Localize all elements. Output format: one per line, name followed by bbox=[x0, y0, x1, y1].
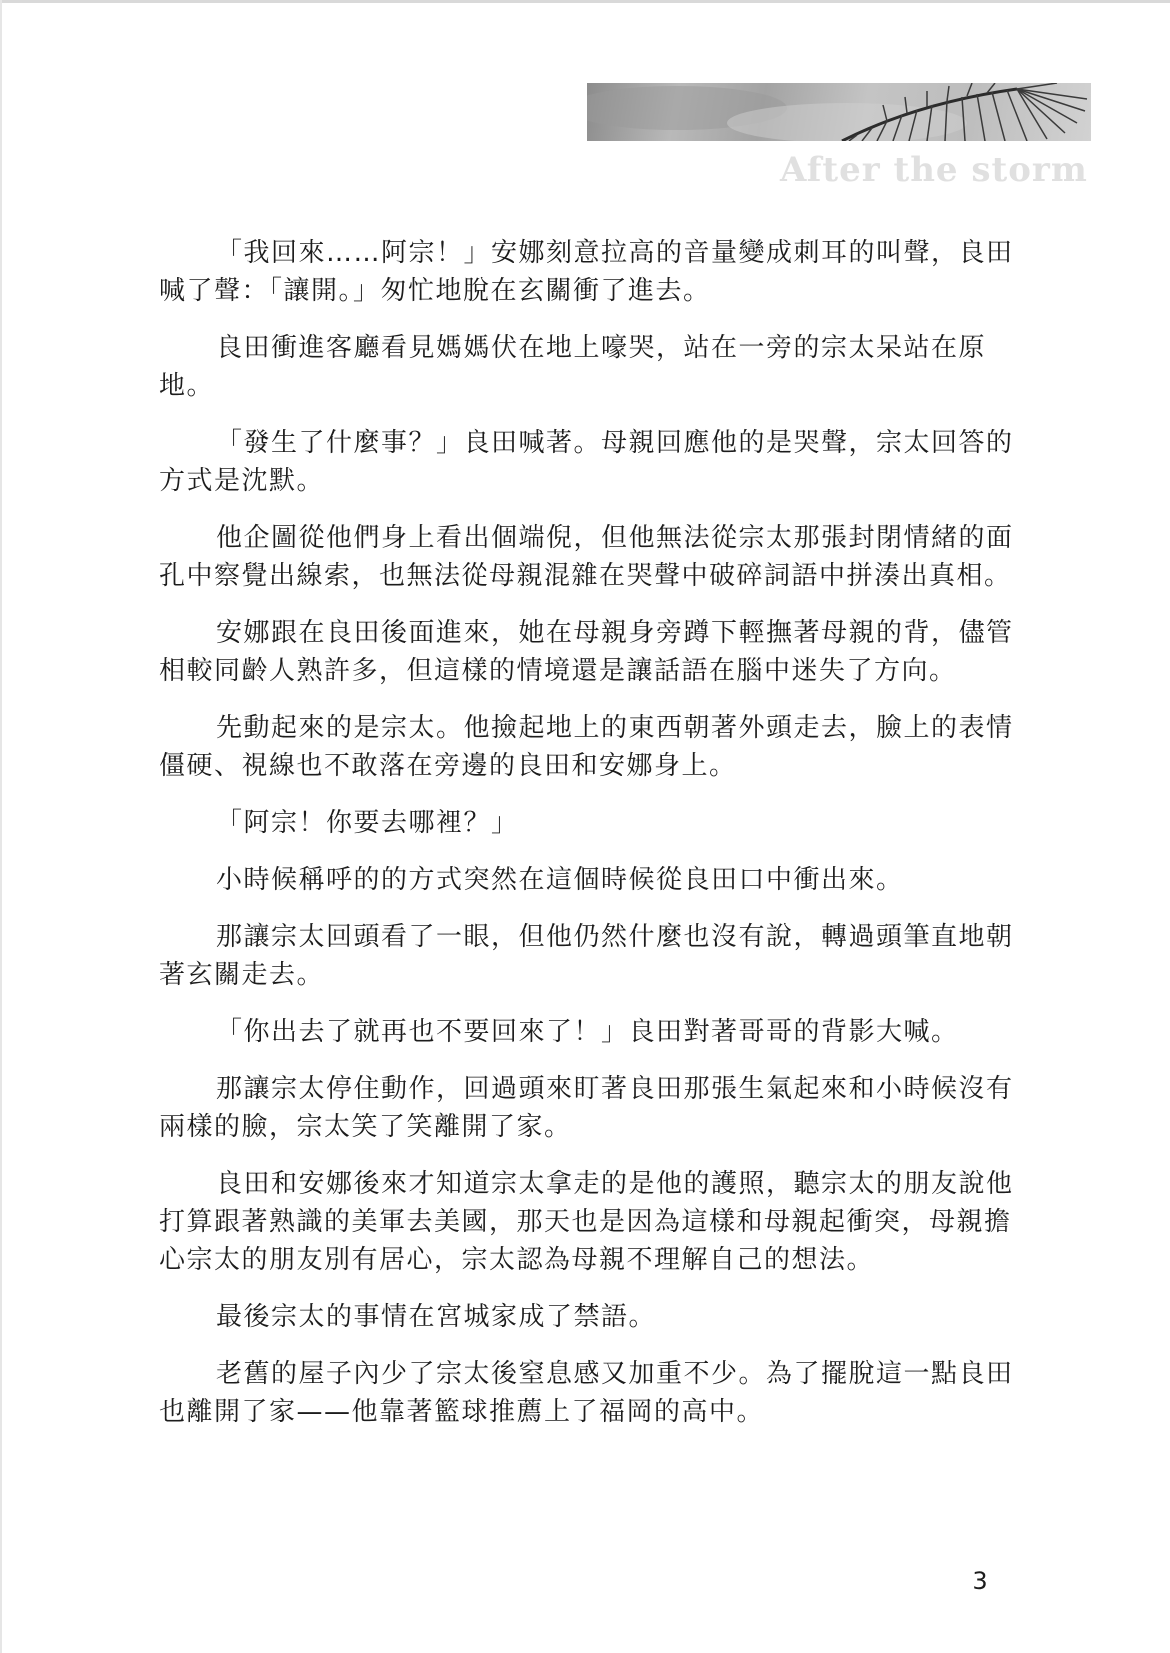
paragraph: 「發生了什麼事？」良田喊著。母親回應他的是哭聲，宗太回答的方式是沈默。 bbox=[159, 428, 1014, 496]
header-banner-image bbox=[587, 83, 1091, 141]
paragraph: 老舊的屋子內少了宗太後窒息感又加重不少。為了擺脫這一點良田也離開了家——他靠著籃球推薦上了福岡的高中。 bbox=[159, 1359, 1014, 1427]
header-title: After the storm bbox=[780, 150, 1088, 190]
paragraph: 「阿宗！你要去哪裡？」 bbox=[216, 808, 519, 838]
page-top-border bbox=[0, 0, 1170, 3]
paragraph: 最後宗太的事情在宮城家成了禁語。 bbox=[216, 1302, 657, 1332]
paragraph: 良田和安娜後來才知道宗太拿走的是他的護照，聽宗太的朋友說他打算跟著熟識的美軍去美國，那天也是因為這樣和母親起衝突，母親擔心宗太的朋友別有居心，宗太認為母親不理解自己的想法。 bbox=[159, 1169, 1014, 1275]
paragraph: 他企圖從他們身上看出個端倪，但他無法從宗太那張封閉情緒的面孔中察覺出線索，也無法從母親混雜在哭聲中破碎詞語中拼湊出真相。 bbox=[159, 523, 1014, 591]
paragraph: 那讓宗太回頭看了一眼，但他仍然什麼也沒有說，轉過頭筆直地朝著玄關走去。 bbox=[159, 922, 1014, 990]
page-number: 3 bbox=[972, 1567, 988, 1595]
paragraph: 那讓宗太停住動作，回過頭來盯著良田那張生氣起來和小時候沒有兩樣的臉，宗太笑了笑離開了家。 bbox=[159, 1074, 1014, 1142]
paragraph: 安娜跟在良田後面進來，她在母親身旁蹲下輕撫著母親的背，儘管相較同齡人熟許多，但這樣的情境還是讓話語在腦中迷失了方向。 bbox=[159, 618, 1014, 686]
palm-frond-icon bbox=[587, 83, 1091, 141]
page-left-border bbox=[0, 0, 2, 1653]
paragraph: 先動起來的是宗太。他撿起地上的東西朝著外頭走去，臉上的表情僵硬、視線也不敢落在旁邊的良田和安娜身上。 bbox=[159, 713, 1014, 781]
paragraph: 小時候稱呼的的方式突然在這個時候從良田口中衝出來。 bbox=[216, 865, 904, 895]
paragraph: 「你出去了就再也不要回來了！」良田對著哥哥的背影大喊。 bbox=[216, 1017, 959, 1047]
paragraph: 「我回來……阿宗！」安娜刻意拉高的音量變成刺耳的叫聲，良田喊了聲：「讓開。」匆忙地脫在玄關衝了進去。 bbox=[159, 238, 1014, 306]
chapter-body bbox=[159, 234, 1015, 1450]
paragraph: 良田衝進客廳看見媽媽伏在地上嚎哭，站在一旁的宗太呆站在原地。 bbox=[159, 333, 987, 401]
